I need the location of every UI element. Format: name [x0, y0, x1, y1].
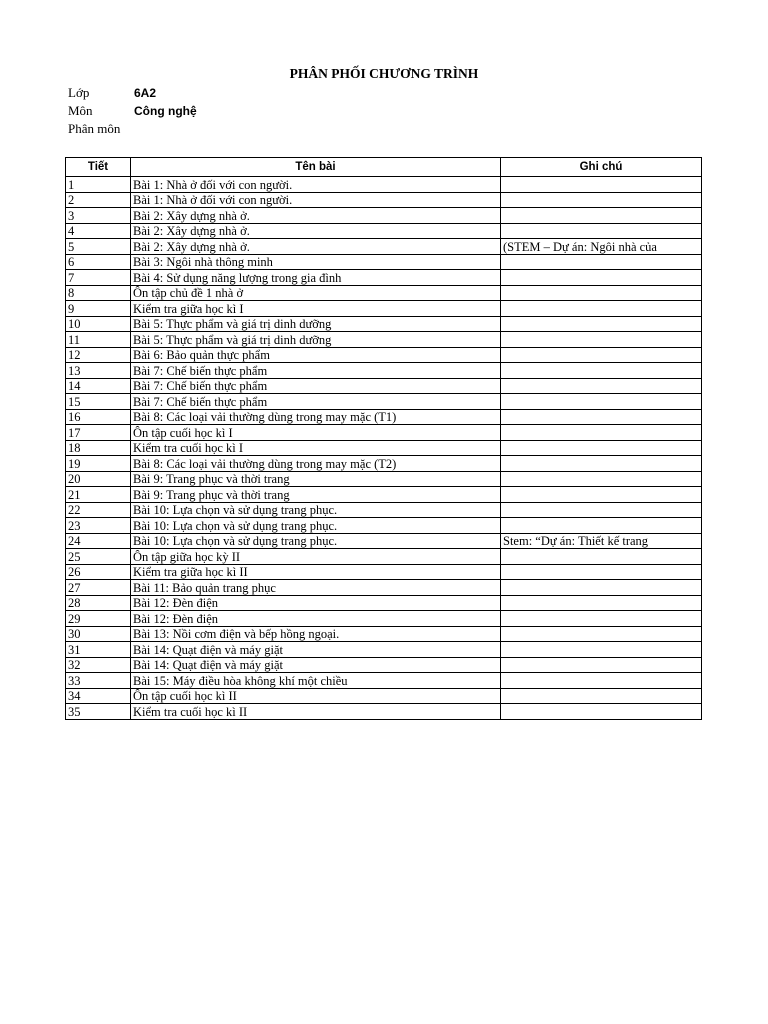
lesson-cell: Ôn tập cuối học kì I	[131, 425, 501, 441]
class-label: Lớp	[68, 85, 90, 100]
period-cell: 5	[66, 239, 131, 255]
note-cell	[501, 549, 702, 565]
lesson-cell: Bài 10: Lựa chọn và sử dụng trang phục.	[131, 533, 501, 549]
lesson-cell: Bài 9: Trang phục và thời trang	[131, 471, 501, 487]
period-cell: 16	[66, 409, 131, 425]
table-row	[66, 177, 702, 193]
table-row	[66, 208, 702, 224]
lesson-cell: Bài 12: Đèn điện	[131, 611, 501, 627]
lesson-cell: Ôn tập chủ đề 1 nhà ở	[131, 285, 501, 301]
lesson-cell: Bài 1: Nhà ở đối với con người.	[131, 177, 501, 193]
period-cell: 29	[66, 611, 131, 627]
table-row	[66, 456, 702, 472]
lesson-cell: Bài 14: Quạt điện và máy giặt	[131, 642, 501, 658]
lesson-cell: Bài 7: Chế biến thực phẩm	[131, 363, 501, 379]
note-cell	[501, 347, 702, 363]
table-row	[66, 564, 702, 580]
table-row	[66, 673, 702, 689]
period-cell: 15	[66, 394, 131, 410]
period-cell: 26	[66, 564, 131, 580]
lesson-cell: Bài 2: Xây dựng nhà ở.	[131, 239, 501, 255]
note-cell	[501, 657, 702, 673]
period-cell: 9	[66, 301, 131, 317]
period-cell: 12	[66, 347, 131, 363]
table-row	[66, 363, 702, 379]
curriculum-table	[65, 157, 702, 720]
note-cell	[501, 704, 702, 720]
note-cell	[501, 487, 702, 503]
subject-label: Môn	[68, 103, 93, 118]
period-cell: 8	[66, 285, 131, 301]
table-row	[66, 378, 702, 394]
subject-value: Công nghệ	[134, 104, 197, 118]
table-row	[66, 301, 702, 317]
note-cell	[501, 564, 702, 580]
lesson-cell: Kiểm tra cuối học kì II	[131, 704, 501, 720]
table-row	[66, 239, 702, 255]
note-cell	[501, 626, 702, 642]
lesson-cell: Bài 11: Bảo quản trang phục	[131, 580, 501, 596]
note-cell	[501, 223, 702, 239]
note-cell	[501, 177, 702, 193]
table-row	[66, 254, 702, 270]
header-note: Ghi chú	[501, 158, 702, 177]
table-row	[66, 192, 702, 208]
note-cell	[501, 440, 702, 456]
table-row	[66, 487, 702, 503]
note-cell	[501, 580, 702, 596]
lesson-cell: Bài 10: Lựa chọn và sử dụng trang phục.	[131, 518, 501, 534]
period-cell: 1	[66, 177, 131, 193]
period-cell: 35	[66, 704, 131, 720]
lesson-cell: Bài 3: Ngôi nhà thông minh	[131, 254, 501, 270]
lesson-cell: Bài 10: Lựa chọn và sử dụng trang phục.	[131, 502, 501, 518]
lesson-cell: Bài 1: Nhà ở đối với con người.	[131, 192, 501, 208]
lesson-cell: Bài 14: Quạt điện và máy giặt	[131, 657, 501, 673]
note-cell	[501, 409, 702, 425]
period-cell: 2	[66, 192, 131, 208]
lesson-cell: Bài 5: Thực phẩm và giá trị dinh dưỡng	[131, 332, 501, 348]
period-cell: 33	[66, 673, 131, 689]
period-cell: 14	[66, 378, 131, 394]
table-row	[66, 502, 702, 518]
note-cell	[501, 378, 702, 394]
table-row	[66, 657, 702, 673]
table-row	[66, 332, 702, 348]
lesson-cell: Bài 5: Thực phẩm và giá trị dinh dưỡng	[131, 316, 501, 332]
period-cell: 31	[66, 642, 131, 658]
table-row	[66, 549, 702, 565]
table-row	[66, 688, 702, 704]
period-cell: 3	[66, 208, 131, 224]
table-row	[66, 223, 702, 239]
lesson-cell: Bài 9: Trang phục và thời trang	[131, 487, 501, 503]
period-cell: 32	[66, 657, 131, 673]
table-row	[66, 270, 702, 286]
lesson-cell: Bài 13: Nồi cơm điện và bếp hồng ngoại.	[131, 626, 501, 642]
table-row	[66, 580, 702, 596]
table-row	[66, 425, 702, 441]
note-cell	[501, 595, 702, 611]
period-cell: 18	[66, 440, 131, 456]
note-cell	[501, 316, 702, 332]
table-row	[66, 347, 702, 363]
lesson-cell: Bài 7: Chế biến thực phẩm	[131, 394, 501, 410]
period-cell: 19	[66, 456, 131, 472]
note-cell	[501, 270, 702, 286]
period-cell: 4	[66, 223, 131, 239]
period-cell: 20	[66, 471, 131, 487]
note-cell	[501, 394, 702, 410]
note-cell	[501, 611, 702, 627]
note-cell	[501, 471, 702, 487]
lesson-cell: Bài 8: Các loại vải thường dùng trong may mặc (T1)	[131, 409, 501, 425]
lesson-cell: Ôn tập giữa học kỳ II	[131, 549, 501, 565]
note-cell	[501, 502, 702, 518]
table-row	[66, 316, 702, 332]
period-cell: 7	[66, 270, 131, 286]
period-cell: 28	[66, 595, 131, 611]
lesson-cell: Kiểm tra giữa học kì II	[131, 564, 501, 580]
period-cell: 25	[66, 549, 131, 565]
note-cell	[501, 208, 702, 224]
period-cell: 10	[66, 316, 131, 332]
header-lesson: Tên bài	[131, 158, 501, 177]
note-cell	[501, 285, 702, 301]
table-row	[66, 394, 702, 410]
period-cell: 21	[66, 487, 131, 503]
header-period: Tiết	[66, 158, 131, 177]
period-cell: 17	[66, 425, 131, 441]
table-row	[66, 440, 702, 456]
period-cell: 6	[66, 254, 131, 270]
period-cell: 27	[66, 580, 131, 596]
note-cell	[501, 363, 702, 379]
table-row	[66, 518, 702, 534]
note-cell	[501, 642, 702, 658]
period-cell: 23	[66, 518, 131, 534]
period-cell: 11	[66, 332, 131, 348]
note-cell	[501, 332, 702, 348]
period-cell: 30	[66, 626, 131, 642]
table-body	[66, 177, 702, 720]
note-cell	[501, 456, 702, 472]
subsubject-label: Phân môn	[68, 121, 121, 136]
lesson-cell: Bài 7: Chế biến thực phẩm	[131, 378, 501, 394]
period-cell: 22	[66, 502, 131, 518]
lesson-cell: Bài 2: Xây dựng nhà ở.	[131, 223, 501, 239]
lesson-cell: Bài 15: Máy điều hòa không khí một chiều	[131, 673, 501, 689]
lesson-cell: Bài 2: Xây dựng nhà ở.	[131, 208, 501, 224]
note-cell: Stem: “Dự án: Thiết kế trang	[501, 533, 702, 549]
table-row	[66, 533, 702, 549]
lesson-cell: Bài 8: Các loại vải thường dùng trong may mặc (T2)	[131, 456, 501, 472]
table-row	[66, 471, 702, 487]
class-value: 6A2	[134, 86, 157, 100]
note-cell	[501, 518, 702, 534]
table-row	[66, 704, 702, 720]
note-cell	[501, 688, 702, 704]
note-cell	[501, 425, 702, 441]
lesson-cell: Ôn tập cuối học kì II	[131, 688, 501, 704]
table-row	[66, 611, 702, 627]
page-title: PHÂN PHỐI CHƯƠNG TRÌNH	[289, 66, 479, 81]
table-row	[66, 626, 702, 642]
note-cell: (STEM – Dự án: Ngôi nhà của	[501, 239, 702, 255]
table-row	[66, 409, 702, 425]
lesson-cell: Kiểm tra cuối học kì I	[131, 440, 501, 456]
table-row	[66, 595, 702, 611]
table-row	[66, 285, 702, 301]
lesson-cell: Kiểm tra giữa học kì I	[131, 301, 501, 317]
lesson-cell: Bài 4: Sử dụng năng lượng trong gia đình	[131, 270, 501, 286]
period-cell: 34	[66, 688, 131, 704]
note-cell	[501, 673, 702, 689]
note-cell	[501, 192, 702, 208]
period-cell: 13	[66, 363, 131, 379]
lesson-cell: Bài 6: Bảo quản thực phẩm	[131, 347, 501, 363]
lesson-cell: Bài 12: Đèn điện	[131, 595, 501, 611]
table-row	[66, 642, 702, 658]
note-cell	[501, 254, 702, 270]
table-header-row	[66, 158, 702, 177]
note-cell	[501, 301, 702, 317]
period-cell: 24	[66, 533, 131, 549]
